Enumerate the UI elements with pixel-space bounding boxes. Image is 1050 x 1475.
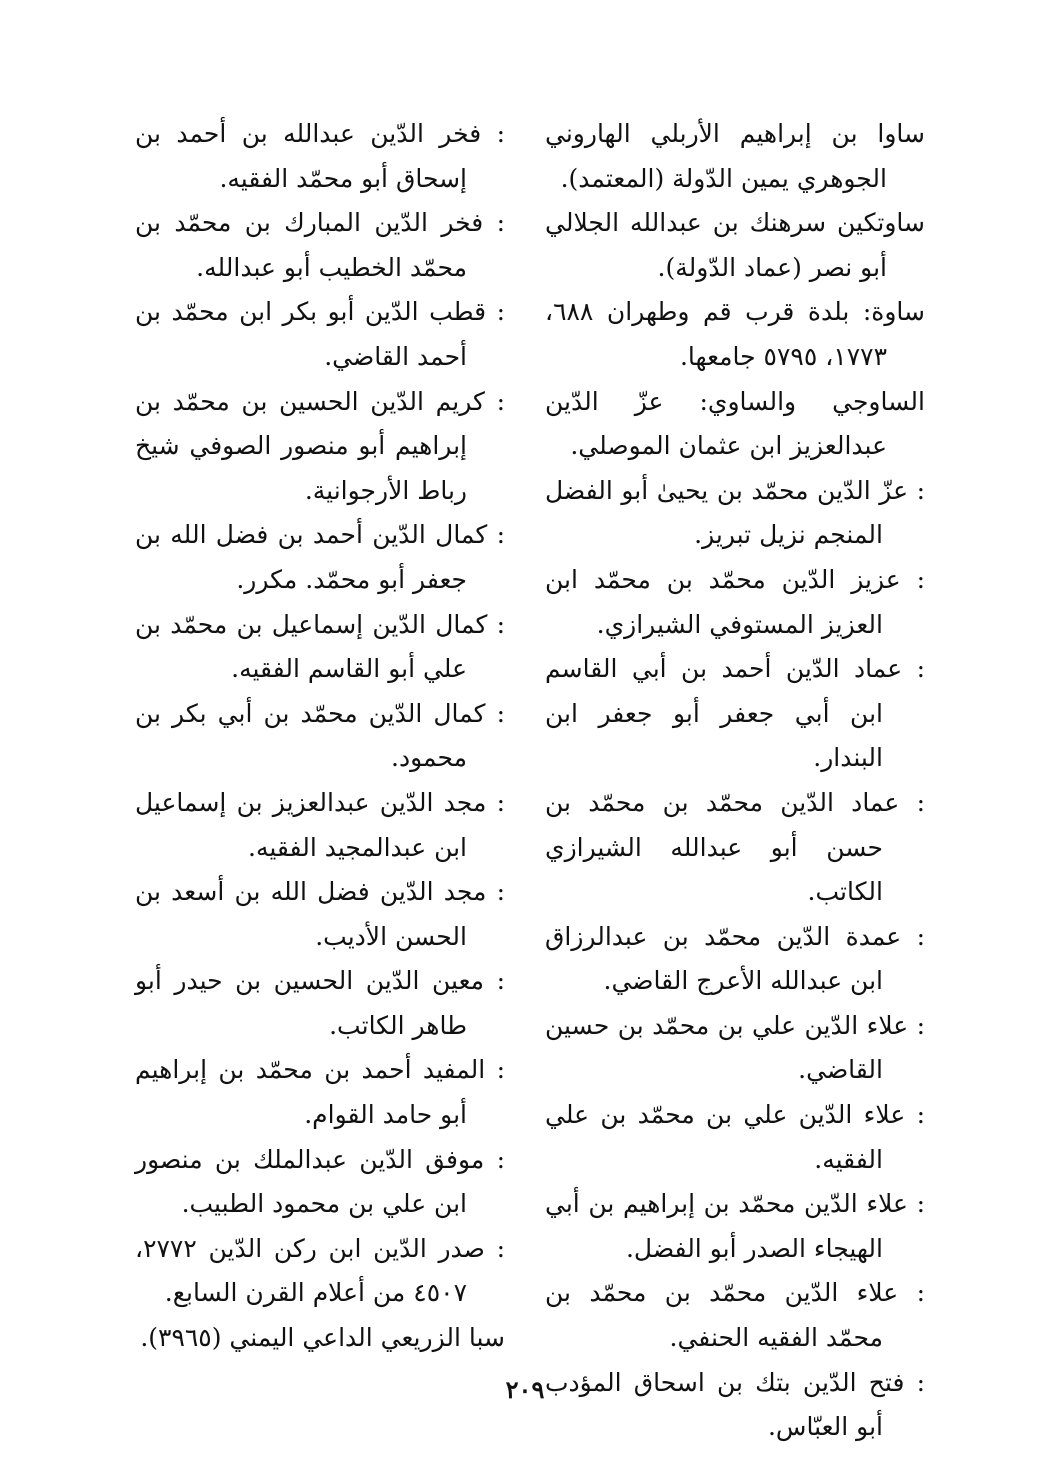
index-sub-entry: : مجد الدّين عبدالعزيز بن إسماعيل ابن عبدالمجيد الفقيه. — [135, 787, 505, 862]
index-sub-entry: : عزيز الدّين محمّد بن محمّد ابن العزيز المستوفي الشيرازي. — [545, 564, 925, 639]
index-sub-entry: : كمال الدّين محمّد بن أبي بكر بن محمود. — [135, 698, 505, 773]
left-column — [135, 112, 505, 1361]
index-sub-entry: : موفق الدّين عبدالملك بن منصور ابن علي بن محمود الطبيب. — [135, 1144, 505, 1219]
index-sub-entry: : فخر الدّين عبدالله بن أحمد بن إسحاق أبو محمّد الفقيه. — [135, 119, 505, 193]
index-sub-entry: : صدر الدّين ابن ركن الدّين ٢٧٧٢، ٤٥٠٧ من أعلام القرن السابع. — [135, 1233, 505, 1308]
index-sub-entry: : كريم الدّين الحسين بن محمّد بن إبراهيم أبو منصور الصوفي شيخ رباط الأرجوانية. — [135, 386, 505, 505]
index-sub-entry: : عزّ الدّين محمّد بن يحيىٰ أبو الفضل المنجم نزيل تبريز. — [545, 475, 925, 550]
index-sub-entry: : علاء الدّين محمّد بن إبراهيم بن أبي الهيجاء الصدر أبو الفضل. — [545, 1189, 925, 1263]
index-sub-entry: : علاء الدّين علي بن محمّد بن علي الفقيه. — [545, 1100, 925, 1174]
index-sub-entry: : قطب الدّين أبو بكر ابن محمّد بن أحمد القاضي. — [135, 297, 505, 371]
index-sub-entry: : مجد الدّين فضل الله بن أسعد بن الحسن الأديب. — [135, 877, 505, 951]
index-sub-entry: : معين الدّين الحسين بن حيدر أبو طاهر الكاتب. — [135, 966, 505, 1040]
index-sub-entry: : كمال الدّين أحمد بن فضل الله بن جعفر أبو محمّد. مكرر. — [135, 520, 505, 594]
index-sub-entry: : عمدة الدّين محمّد بن عبدالرزاق ابن عبدالله الأعرج القاضي. — [545, 921, 925, 996]
index-entry: سبا الزريعي الداعي اليمني (٣٩٦٥). — [140, 1323, 505, 1353]
index-sub-entry: : علاء الدّين علي بن محمّد بن حسين القاضي. — [545, 1010, 925, 1085]
right-column — [545, 112, 925, 1450]
index-sub-entry: : المفيد أحمد بن محمّد بن إبراهيم أبو حامد القوام. — [135, 1055, 505, 1130]
index-sub-entry: : علاء الدّين محمّد بن محمّد بن محمّد الفقيه الحنفي. — [545, 1278, 925, 1353]
index-entry: ساوة: بلدة قرب قم وطهران ٦٨٨، ١٧٧٣، ٥٧٩٥ جامعها. — [545, 297, 925, 371]
index-sub-entry: : عماد الدّين أحمد بن أبي القاسم ابن أبي جعفر أبو جعفر ابن البندار. — [545, 654, 925, 773]
index-entry: الساوجي والساوي: عزّ الدّين عبدالعزيز ابن عثمان الموصلي. — [545, 386, 925, 461]
index-entry: ساوا بن إبراهيم الأربلي الهاروني الجوهري يمين الدّولة (المعتمد). — [545, 119, 925, 193]
index-entry: ساوتكين سرهنك بن عبدالله الجلالي أبو نصر (عماد الدّولة). — [545, 208, 925, 282]
index-sub-entry: : كمال الدّين إسماعيل بن محمّد بن علي أبو القاسم الفقيه. — [135, 609, 505, 684]
page-number: ٢٠٩ — [505, 1375, 545, 1404]
index-sub-entry: : فتح الدّين بتك بن اسحاق المؤدب أبو العبّاس. — [545, 1367, 925, 1442]
index-sub-entry: : فخر الدّين المبارك بن محمّد بن محمّد الخطيب أبو عبدالله. — [135, 208, 505, 282]
index-sub-entry: : عماد الدّين محمّد بن محمّد بن حسن أبو عبدالله الشيرازي الكاتب. — [545, 787, 925, 907]
